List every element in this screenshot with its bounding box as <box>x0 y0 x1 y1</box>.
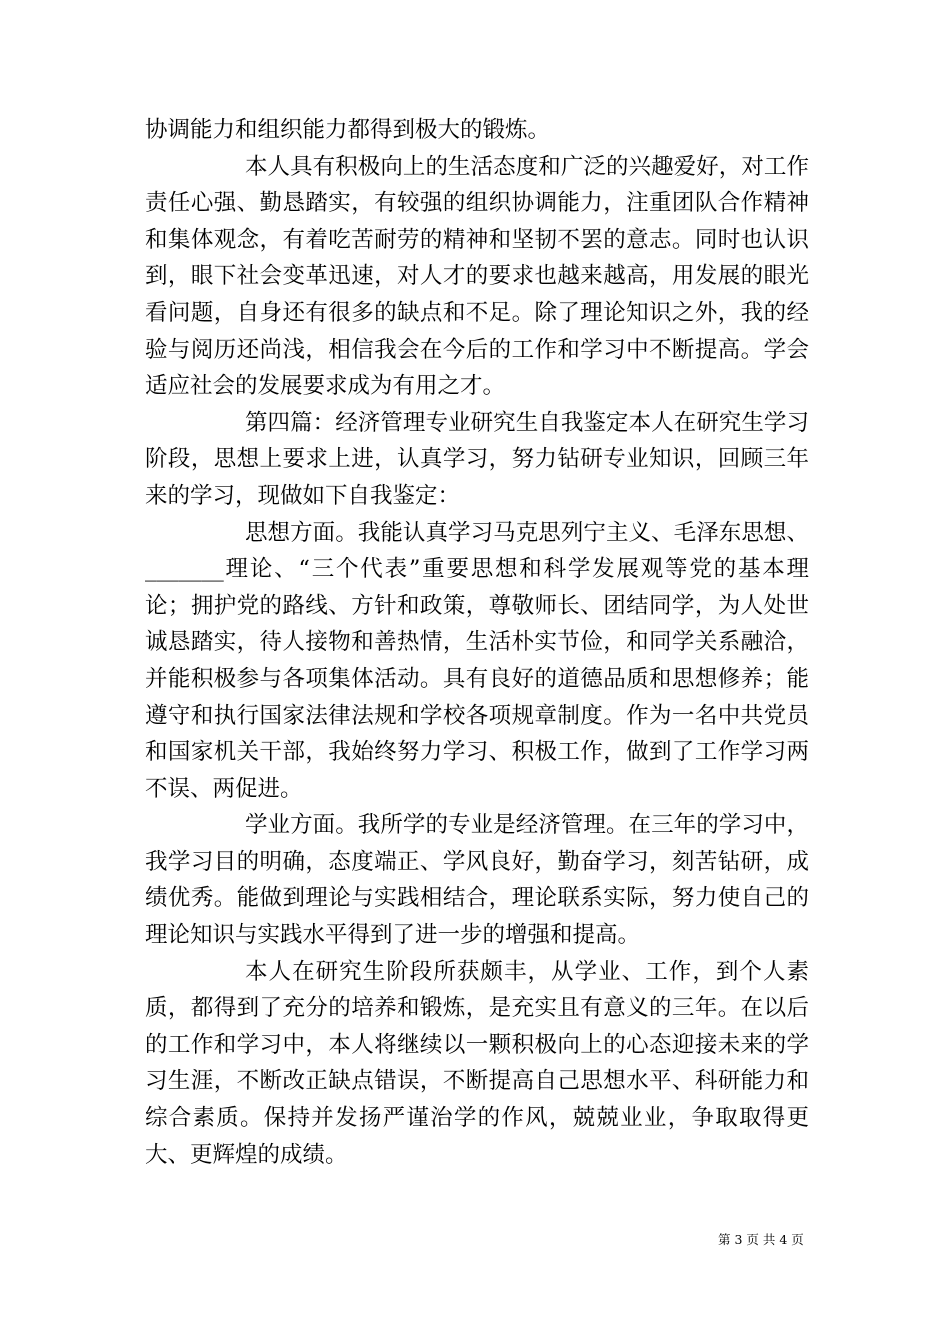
document-body <box>145 112 809 1173</box>
paragraph-2: 本人具有积极向上的生活态度和广泛的兴趣爱好，对工作责任心强、勤恳踏实，有较强的组织协调能力，注重团队合作精神和集体观念，有着吃苦耐劳的精神和坚韧不罢的意志。同时也认识到，眼下社会变革迅速，对人才的要求也越来越高，用发展的眼光看问题，自身还有很多的缺点和不足。除了理论知识之外，我的经验与阅历还尚浅，相信我会在今后的工作和学习中不断提高。学会适应社会的发展要求成为有用之才。 <box>145 153 809 400</box>
paragraph-5: 学业方面。我所学的专业是经济管理。在三年的学习中，我学习目的明确，态度端正、学风良好，勤奋学习，刻苦钻研，成绩优秀。能做到理论与实践相结合，理论联系实际，努力使自己的理论知识与实践水平得到了进一步的增强和提高。 <box>145 812 809 949</box>
page-number-footer: 第 3 页 共 4 页 <box>718 1232 804 1247</box>
paragraph-4: 思想方面。我能认真学习马克思列宁主义、毛泽东思想、_______理论、“三个代表”重要思想和科学发展观等党的基本理论；拥护党的路线、方针和政策，尊敬师长、团结同学，为人处世诚恳踏实，待人接物和善热情，生活朴实节俭，和同学关系融洽，并能积极参与各项集体活动。具有良好的道德品质和思想修养；能遵守和执行国家法律法规和学校各项规章制度。作为一名中共党员和国家机关干部，我始终努力学习、积极工作，做到了工作学习两不误、两促进。 <box>145 519 809 802</box>
paragraph-6: 本人在研究生阶段所获颇丰，从学业、工作，到个人素质，都得到了充分的培养和锻炼，是充实且有意义的三年。在以后的工作和学习中，本人将继续以一颗积极向上的心态迎接未来的学习生涯，不断改正缺点错误，不断提高自己思想水平、科研能力和综合素质。保持并发扬严谨治学的作风，兢兢业业，争取取得更大、更辉煌的成绩。 <box>145 958 809 1168</box>
paragraph-1: 协调能力和组织能力都得到极大的锻炼。 <box>145 117 551 143</box>
paragraph-3: 第四篇：经济管理专业研究生自我鉴定本人在研究生学习阶段，思想上要求上进，认真学习，努力钻研专业知识，回顾三年来的学习，现做如下自我鉴定： <box>145 409 809 509</box>
